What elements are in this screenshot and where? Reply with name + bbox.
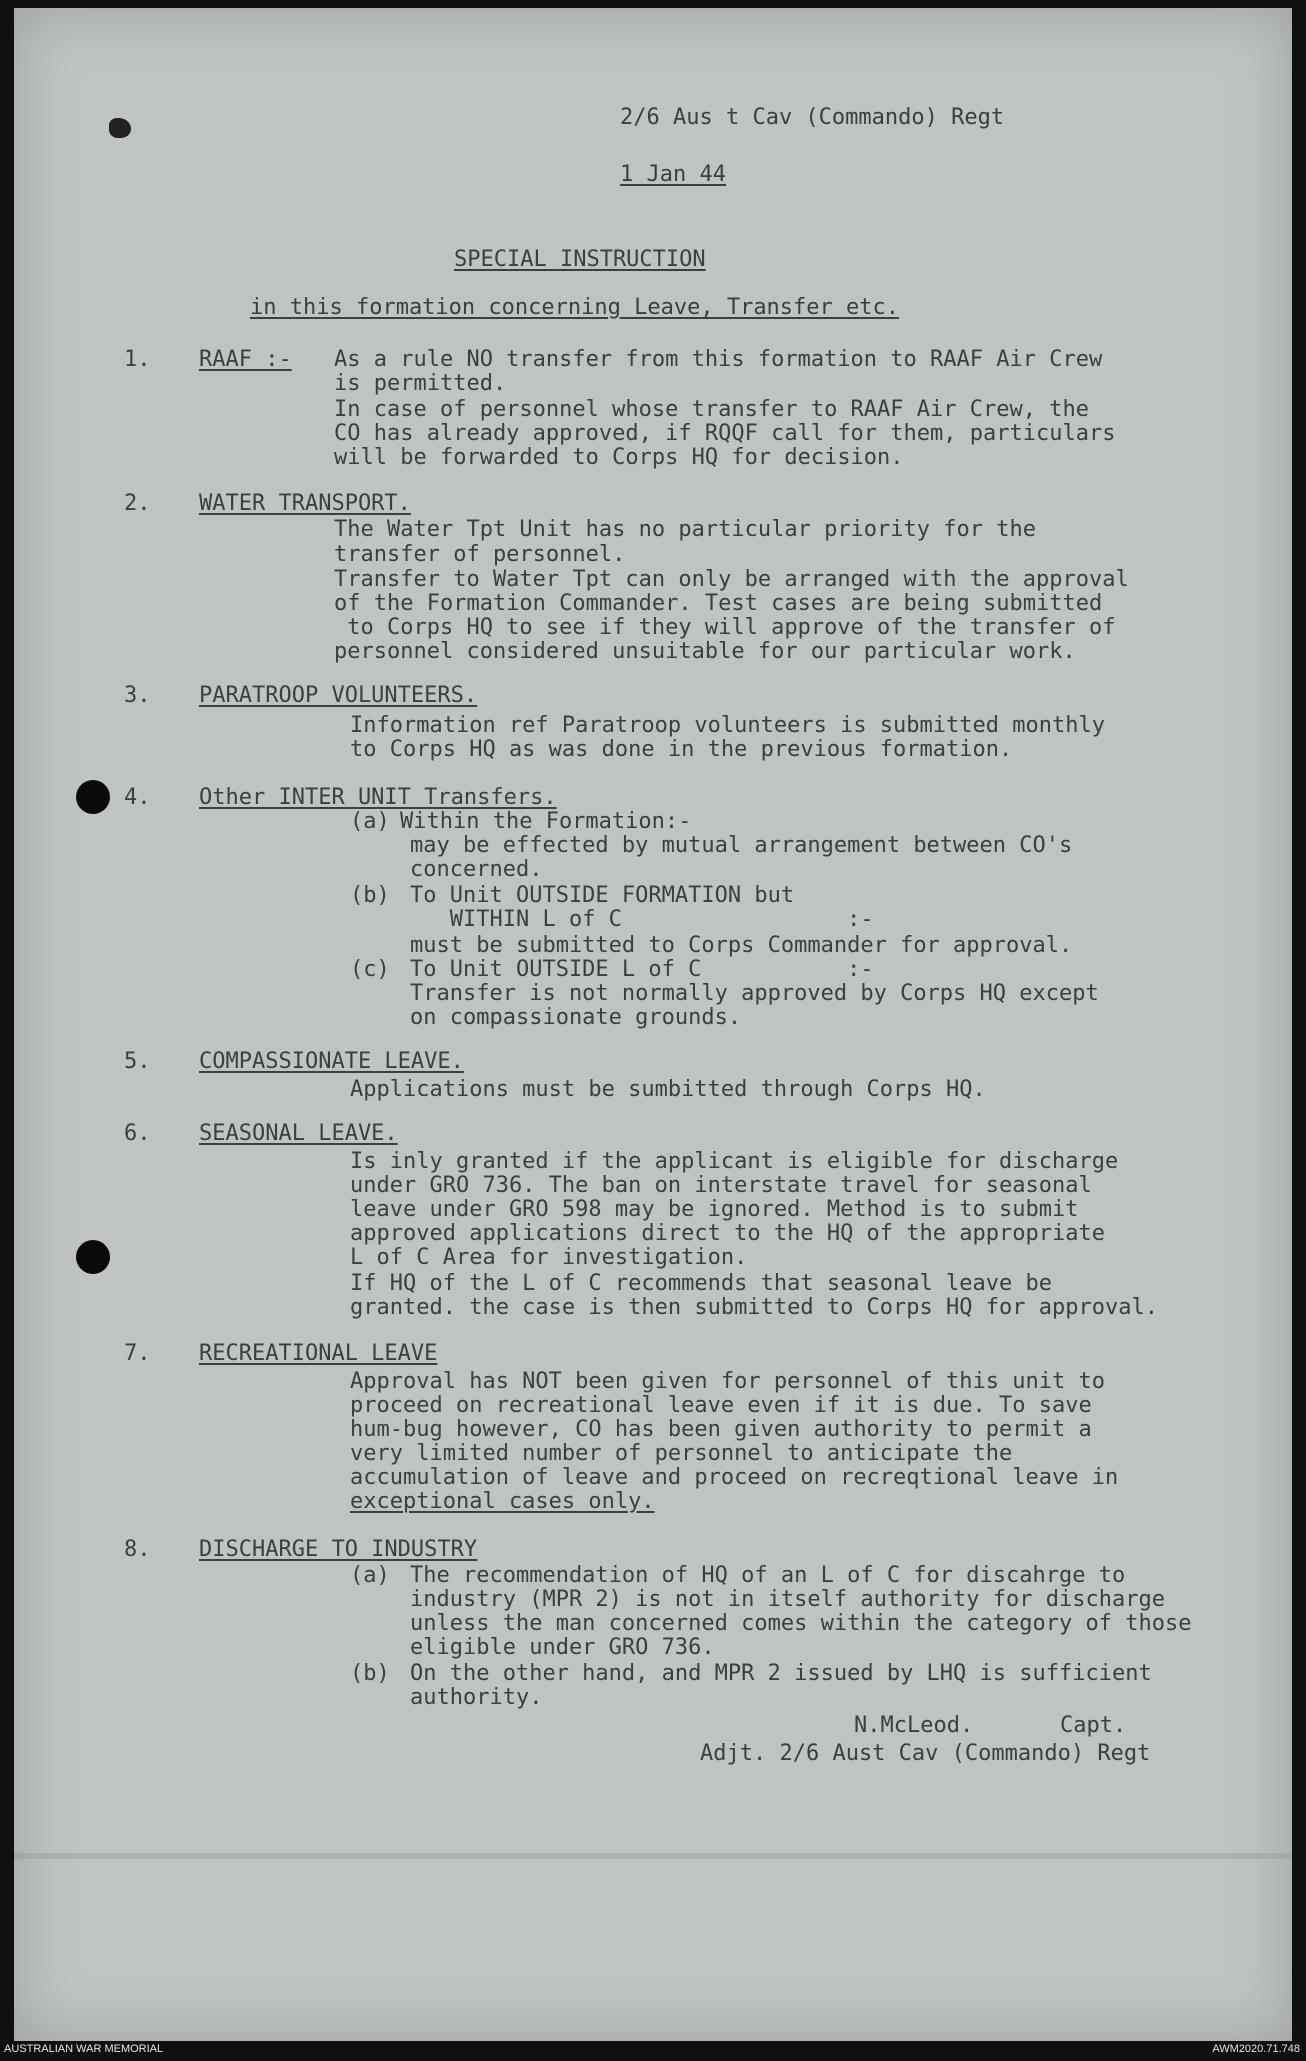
item-line: To Unit OUTSIDE L of C :- bbox=[410, 957, 874, 982]
header-unit: 2/6 Aus t Cav (Commando) Regt bbox=[620, 105, 1005, 130]
signature-rank: Capt. bbox=[1060, 1713, 1127, 1738]
section-line: proceed on recreational leave even if it is due. To save bbox=[350, 1393, 1092, 1418]
section-line: will be forwarded to Corps HQ for decision. bbox=[334, 445, 904, 470]
section-line: hum-bug however, CO has been given authority to permit a bbox=[350, 1417, 1092, 1442]
section-line: to Corps HQ to see if they will approve of the transfer of bbox=[334, 615, 1116, 640]
section-line: personnel considered unsuitable for our particular work. bbox=[334, 639, 1076, 664]
archive-reference: AWM2020.71.748 bbox=[1212, 2043, 1300, 2055]
item-line: on compassionate grounds. bbox=[410, 1005, 742, 1030]
section-line: accumulation of leave and proceed on recreqtional leave in bbox=[350, 1465, 1119, 1490]
item-mark: (b) bbox=[350, 1661, 390, 1686]
punch-hole bbox=[76, 1240, 110, 1274]
item-mark: (a) bbox=[350, 809, 390, 834]
section-heading: PARATROOP VOLUNTEERS. bbox=[199, 683, 478, 708]
section-line: In case of personnel whose transfer to RAAF Air Crew, the bbox=[334, 397, 1089, 422]
section-line: Applications must be sumbitted through Corps HQ. bbox=[350, 1077, 986, 1102]
section-line: granted. the case is then submitted to Corps HQ for approval. bbox=[350, 1295, 1158, 1320]
item-line: unless the man concerned comes within the category of those bbox=[410, 1611, 1192, 1636]
section-line: Transfer to Water Tpt can only be arranged with the approval bbox=[334, 567, 1129, 592]
item-line: may be effected by mutual arrangement between CO's bbox=[410, 833, 1073, 858]
section-number: 4. bbox=[124, 785, 151, 810]
section-number: 3. bbox=[124, 683, 151, 708]
section-line: of the Formation Commander. Test cases are being submitted bbox=[334, 591, 1103, 616]
section-line: leave under GRO 598 may be ignored. Method is to submit bbox=[350, 1197, 1079, 1222]
section-line: Is inly granted if the applicant is eligible for discharge bbox=[350, 1149, 1119, 1174]
section-line: under GRO 736. The ban on interstate travel for seasonal bbox=[350, 1173, 1092, 1198]
section-line: As a rule NO transfer from this formation to RAAF Air Crew bbox=[334, 347, 1103, 372]
item-line: concerned. bbox=[410, 857, 543, 882]
item-line: Transfer is not normally approved by Corps HQ except bbox=[410, 981, 1099, 1006]
item-line: must be submitted to Corps Commander for approval. bbox=[410, 933, 1073, 958]
item-line: WITHIN L of C :- bbox=[410, 907, 874, 932]
header-date: 1 Jan 44 bbox=[620, 162, 726, 187]
item-line: industry (MPR 2) is not in itself authority for discharge bbox=[410, 1587, 1165, 1612]
document-subtitle: in this formation concerning Leave, Transfer etc. bbox=[250, 295, 900, 320]
section-number: 6. bbox=[124, 1121, 151, 1146]
punch-hole bbox=[76, 780, 110, 814]
section-heading: RECREATIONAL LEAVE bbox=[199, 1341, 438, 1366]
archive-credit: AUSTRALIAN WAR MEMORIAL bbox=[4, 2043, 164, 2055]
document-sheet bbox=[14, 8, 1292, 2041]
section-line: If HQ of the L of C recommends that seasonal leave be bbox=[350, 1271, 1052, 1296]
section-line: L of C Area for investigation. bbox=[350, 1245, 748, 1270]
section-number: 8. bbox=[124, 1537, 151, 1562]
section-line: approved applications direct to the HQ of the appropriate bbox=[350, 1221, 1105, 1246]
section-heading: RAAF :- bbox=[199, 347, 292, 372]
section-heading: DISCHARGE TO INDUSTRY bbox=[199, 1537, 478, 1562]
section-line: Approval has NOT been given for personnel of this unit to bbox=[350, 1369, 1105, 1394]
section-line: very limited number of personnel to anticipate the bbox=[350, 1441, 1013, 1466]
paper-crease bbox=[14, 1853, 1292, 1859]
document-title: SPECIAL INSTRUCTION bbox=[454, 247, 706, 272]
section-line: Information ref Paratroop volunteers is submitted monthly bbox=[350, 713, 1105, 738]
item-mark: (c) bbox=[350, 957, 390, 982]
section-line: is permitted. bbox=[334, 371, 507, 396]
section-heading: SEASONAL LEAVE. bbox=[199, 1121, 398, 1146]
signature-title: Adjt. 2/6 Aust Cav (Commando) Regt bbox=[700, 1741, 1151, 1766]
item-mark: (b) bbox=[350, 883, 390, 908]
section-heading: COMPASSIONATE LEAVE. bbox=[199, 1049, 464, 1074]
item-line: Within the Formation:- bbox=[400, 809, 692, 834]
signature-name: N.McLeod. bbox=[854, 1713, 974, 1738]
item-line: The recommendation of HQ of an L of C for discahrge to bbox=[410, 1563, 1126, 1588]
section-line: The Water Tpt Unit has no particular priority for the bbox=[334, 517, 1036, 542]
section-heading: WATER TRANSPORT. bbox=[199, 491, 411, 516]
section-number: 1. bbox=[124, 347, 151, 372]
item-mark: (a) bbox=[350, 1563, 390, 1588]
section-line: to Corps HQ as was done in the previous formation. bbox=[350, 737, 1013, 762]
section-line: CO has already approved, if RQQF call for them, particulars bbox=[334, 421, 1116, 446]
section-number: 7. bbox=[124, 1341, 151, 1366]
item-line: To Unit OUTSIDE FORMATION but bbox=[410, 883, 795, 908]
section-number: 5. bbox=[124, 1049, 151, 1074]
ink-blot bbox=[109, 118, 131, 138]
section-heading: Other INTER UNIT Transfers. bbox=[199, 785, 557, 810]
section-number: 2. bbox=[124, 491, 151, 516]
section-line: transfer of personnel. bbox=[334, 542, 626, 567]
item-line: On the other hand, and MPR 2 issued by LHQ is sufficient bbox=[410, 1661, 1152, 1686]
item-line: eligible under GRO 736. bbox=[410, 1635, 715, 1660]
section-line-underlined: exceptional cases only. bbox=[350, 1489, 655, 1514]
item-line: authority. bbox=[410, 1685, 543, 1710]
